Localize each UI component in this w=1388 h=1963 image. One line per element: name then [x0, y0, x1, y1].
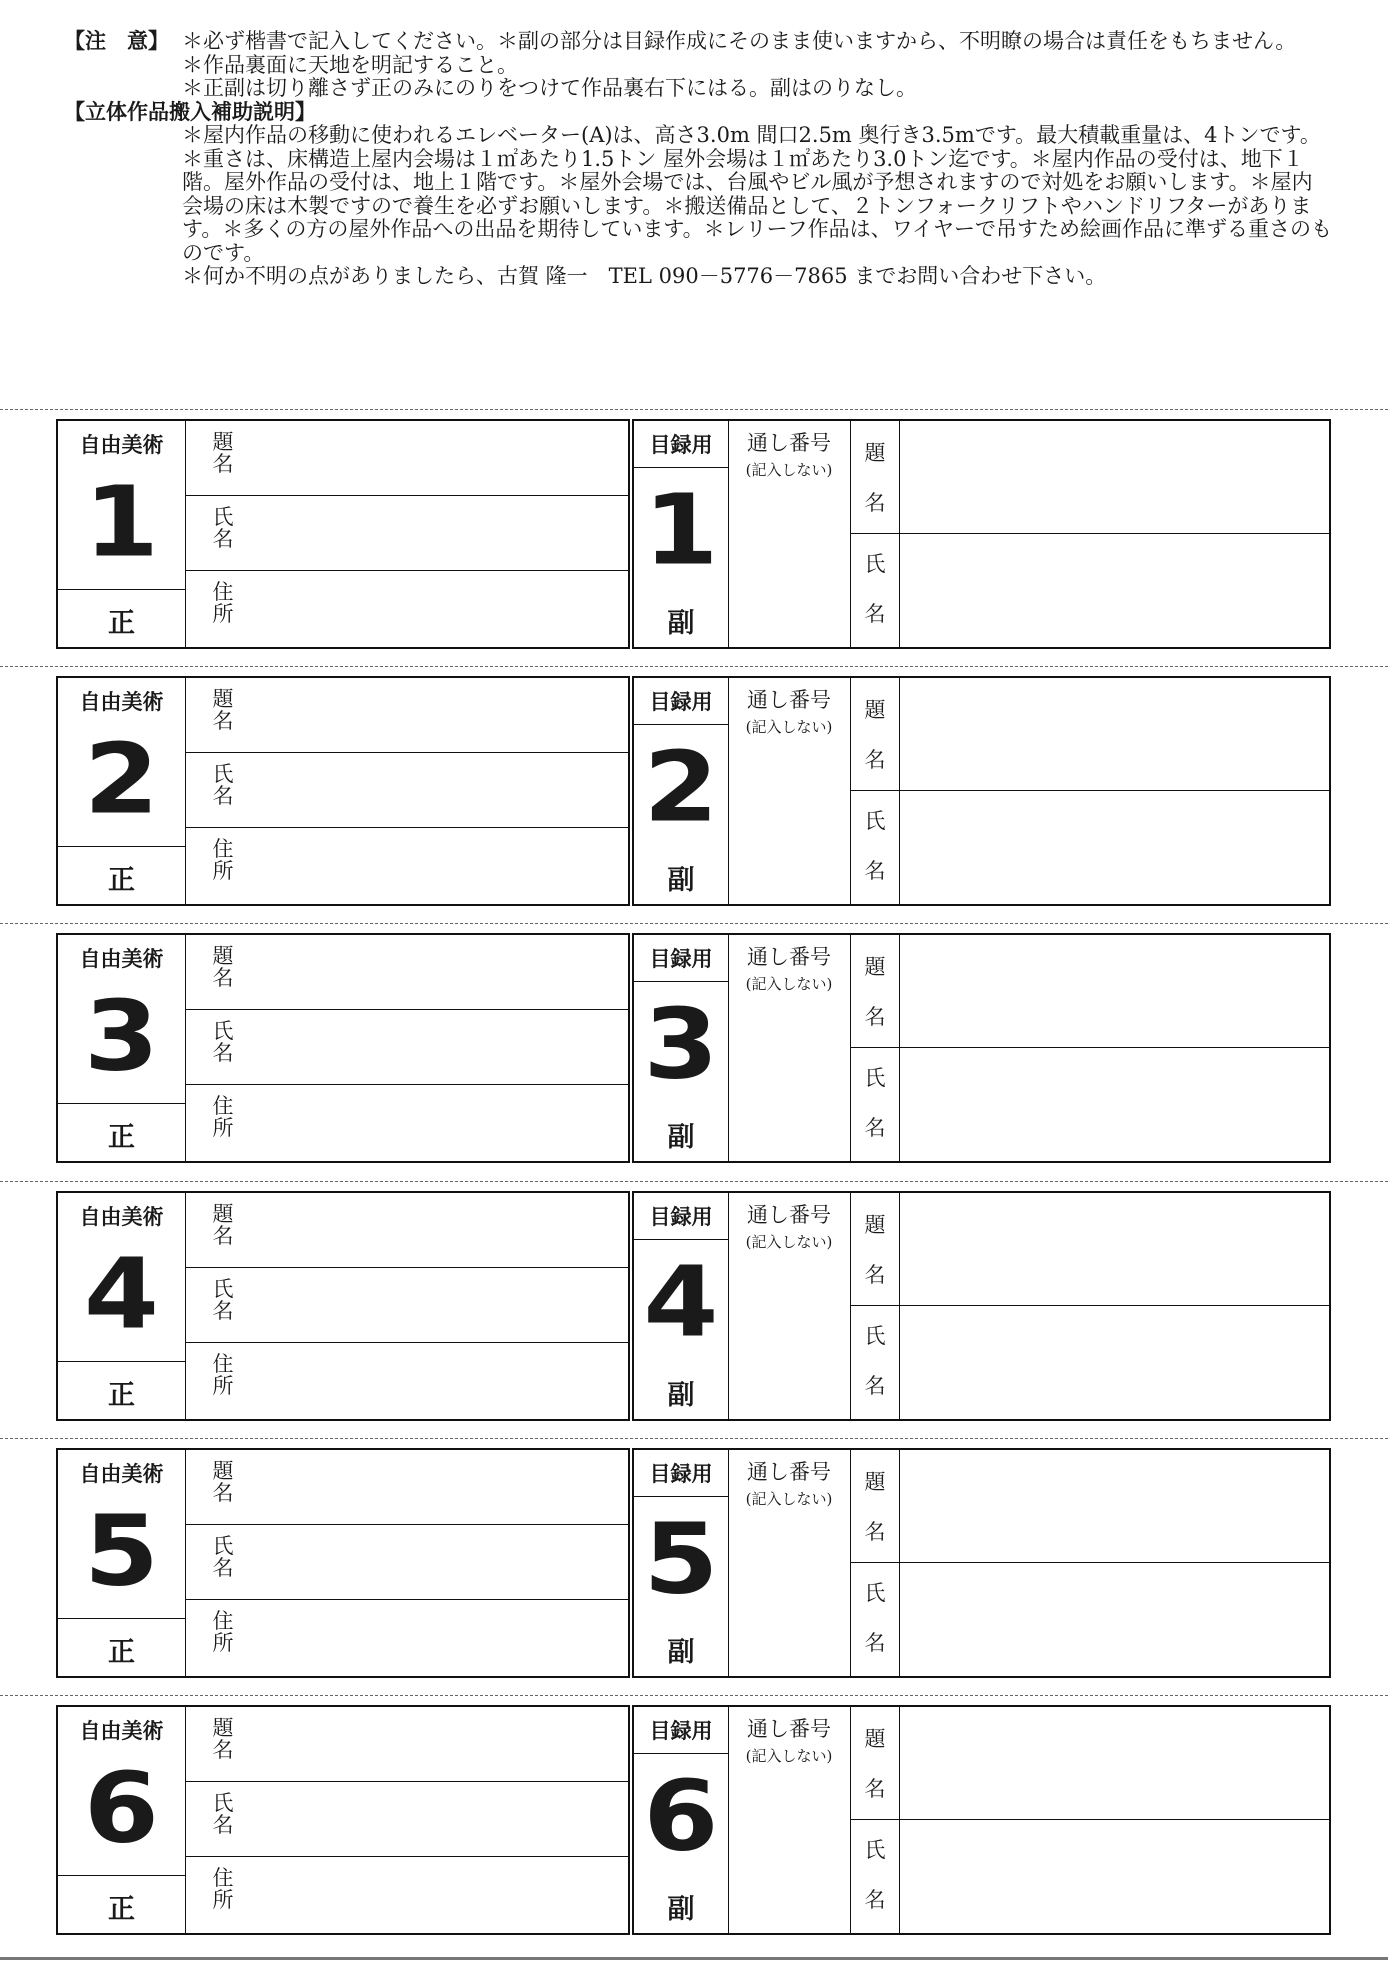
card-number: 6: [83, 1752, 160, 1865]
serial-number-label: 通し番号: [747, 1460, 831, 1484]
serial-number-note: (記入しない): [745, 975, 833, 993]
cut-line: [0, 923, 1388, 924]
entry-card: [56, 1191, 1331, 1421]
original-label: 正: [108, 865, 135, 896]
duplicate-number-column: [634, 1193, 729, 1419]
title-label: 題 名: [850, 1450, 900, 1563]
entry-card: [56, 1705, 1331, 1935]
name-label: 氏 名: [850, 1048, 900, 1161]
original-number-column: [58, 1707, 186, 1933]
title-field[interactable]: [185, 935, 628, 1010]
name-field[interactable]: [900, 791, 1329, 904]
name-label: 氏 名: [850, 1306, 900, 1419]
entry-card: [56, 419, 1331, 649]
divider: [634, 724, 728, 725]
original-number-column: [58, 935, 186, 1161]
serial-number-note: (記入しない): [745, 1747, 833, 1765]
title-field[interactable]: [185, 1450, 628, 1525]
entry-card: [56, 1448, 1331, 1678]
sculpture-line: ＊重さは、床構造上屋内会場は１㎡あたり1.5トン 屋外会場は１㎡あたり3.0トン迄です。＊屋内作品の受付は、地下１階。屋外作品の受付は、地上１階です。＊屋外会場では、台風やビル風が予想されますので対処をお願いします。＊屋内会場の床は木製ですので養生を必ずお願いします。＊搬送備品として、２トンフォークリフトやハンドリフターがあります。＊多くの方の屋外作品への出品を期待しています。＊レリーフ作品は、ワイヤーで吊すため絵画作品に準ずる重さのものです。: [182, 146, 1332, 265]
duplicate-label: 副: [667, 1380, 695, 1411]
duplicate-tag: [632, 1448, 1331, 1678]
card-number: 1: [643, 474, 719, 587]
original-label: 正: [108, 1894, 135, 1925]
card-number: 3: [83, 980, 160, 1093]
title-field[interactable]: [900, 678, 1329, 791]
title-label: 題 名: [212, 1716, 234, 1762]
name-field[interactable]: [185, 1525, 628, 1600]
title-label: 題 名: [212, 430, 234, 476]
name-field[interactable]: [185, 753, 628, 828]
card-number: 4: [643, 1246, 719, 1359]
original-number-column: [58, 1450, 186, 1676]
name-label: 氏 名: [850, 791, 900, 904]
name-label: 氏 名: [850, 534, 900, 647]
card-number: 3: [643, 988, 719, 1101]
card-number: 2: [83, 723, 160, 836]
card-number: 6: [643, 1760, 719, 1873]
caution-line: ＊正副は切り離さず正のみにのりをつけて作品裏右下にはる。副はのりなし。: [182, 76, 917, 100]
title-label: 題 名: [850, 421, 900, 534]
duplicate-tag: [632, 419, 1331, 649]
original-number-column: [58, 1193, 186, 1419]
original-tag: [56, 1191, 630, 1421]
divider: [634, 1239, 728, 1240]
title-field[interactable]: [900, 1707, 1329, 1820]
name-field[interactable]: [900, 1306, 1329, 1419]
address-label: 住 所: [212, 837, 234, 883]
original-number-column: [58, 421, 186, 647]
title-field[interactable]: [900, 1450, 1329, 1563]
bottom-rule: [0, 1957, 1388, 1960]
title-label: 題 名: [212, 1459, 234, 1505]
address-label: 住 所: [212, 580, 234, 626]
caution-label: 【注 意】: [64, 29, 169, 53]
title-label: 題 名: [850, 678, 900, 791]
title-field[interactable]: [185, 1707, 628, 1782]
divider: [634, 1753, 728, 1754]
original-tag: [56, 1448, 630, 1678]
card-number: 1: [83, 466, 160, 579]
divider: [634, 1496, 728, 1497]
entry-card: [56, 933, 1331, 1163]
name-label: 氏 名: [212, 1534, 234, 1580]
cut-line: [0, 1695, 1388, 1696]
original-label: 正: [108, 1122, 135, 1153]
caution-section: [64, 30, 1332, 54]
divider: [58, 1103, 185, 1104]
original-tag: [56, 676, 630, 906]
catalog-label: 目録用: [649, 690, 713, 714]
duplicate-number-column: [634, 1450, 729, 1676]
category-label: 自由美術: [79, 690, 164, 714]
address-field[interactable]: [185, 571, 628, 646]
divider: [58, 1618, 185, 1619]
sculpture-line: ＊屋内作品の移動に使われるエレベーター(A)は、高さ3.0m 間口2.5m 奥行き3.5mです。最大積載重量は、4トンです。: [182, 123, 1321, 147]
name-label: 氏 名: [212, 1791, 234, 1837]
address-label: 住 所: [212, 1352, 234, 1398]
original-number-column: [58, 678, 186, 904]
title-label: 題 名: [850, 1707, 900, 1820]
address-label: 住 所: [212, 1094, 234, 1140]
serial-number-label: 通し番号: [747, 688, 831, 712]
caution-line: ＊作品裏面に天地を明記すること。: [182, 52, 518, 77]
name-field[interactable]: [185, 496, 628, 571]
name-field[interactable]: [185, 1268, 628, 1343]
serial-number-label: 通し番号: [747, 1203, 831, 1227]
card-number: 2: [643, 731, 719, 844]
category-label: 自由美術: [79, 433, 164, 457]
divider: [634, 467, 728, 468]
card-number: 4: [83, 1238, 160, 1351]
name-field[interactable]: [900, 1048, 1329, 1161]
serial-number-box: [728, 1450, 851, 1676]
divider: [58, 589, 185, 590]
title-field[interactable]: [900, 935, 1329, 1048]
serial-number-box: [728, 1193, 851, 1419]
catalog-label: 目録用: [649, 1205, 713, 1229]
serial-number-note: (記入しない): [745, 1233, 833, 1251]
sculpture-label: 【立体作品搬入補助説明】: [64, 99, 316, 124]
duplicate-number-column: [634, 1707, 729, 1933]
duplicate-tag: [632, 676, 1331, 906]
divider: [634, 981, 728, 982]
instructions: [64, 30, 1332, 289]
serial-number-note: (記入しない): [745, 1490, 833, 1508]
catalog-label: 目録用: [649, 1462, 713, 1486]
name-label: 氏 名: [850, 1820, 900, 1933]
card-number: 5: [83, 1495, 160, 1608]
title-label: 題 名: [212, 944, 234, 990]
cut-line: [0, 1438, 1388, 1439]
address-field[interactable]: [185, 828, 628, 903]
cut-line: [0, 1181, 1388, 1182]
original-label: 正: [108, 608, 135, 639]
title-field[interactable]: [900, 1193, 1329, 1306]
divider: [58, 1875, 185, 1876]
serial-number-box: [728, 935, 851, 1161]
duplicate-number-column: [634, 935, 729, 1161]
original-tag: [56, 419, 630, 649]
serial-number-label: 通し番号: [747, 945, 831, 969]
name-field[interactable]: [900, 1820, 1329, 1933]
serial-number-label: 通し番号: [747, 1717, 831, 1741]
serial-number-note: (記入しない): [745, 461, 833, 479]
address-field[interactable]: [185, 1343, 628, 1418]
duplicate-label: 副: [667, 608, 695, 639]
address-field[interactable]: [185, 1857, 628, 1932]
duplicate-tag: [632, 1705, 1331, 1935]
original-label: 正: [108, 1380, 135, 1411]
address-field[interactable]: [185, 1600, 628, 1675]
catalog-label: 目録用: [649, 947, 713, 971]
title-field[interactable]: [185, 678, 628, 753]
sculpture-line: ＊何か不明の点がありましたら、古賀 隆一 TEL 090－5776－7865 までお問い合わせ下さい。: [182, 264, 1107, 288]
category-label: 自由美術: [79, 1462, 164, 1486]
title-label: 題 名: [850, 1193, 900, 1306]
original-label: 正: [108, 1637, 135, 1668]
serial-number-label: 通し番号: [747, 431, 831, 455]
catalog-label: 目録用: [649, 433, 713, 457]
cut-line: [0, 409, 1388, 410]
name-label: 氏 名: [212, 1277, 234, 1323]
title-label: 題 名: [850, 935, 900, 1048]
sculpture-section: [64, 124, 1332, 289]
duplicate-label: 副: [667, 1637, 695, 1668]
duplicate-number-column: [634, 678, 729, 904]
duplicate-tag: [632, 1191, 1331, 1421]
cut-line: [0, 666, 1388, 667]
card-number: 5: [643, 1503, 719, 1616]
title-label: 題 名: [212, 1202, 234, 1248]
serial-number-box: [728, 1707, 851, 1933]
name-label: 氏 名: [212, 1019, 234, 1065]
catalog-label: 目録用: [649, 1719, 713, 1743]
category-label: 自由美術: [79, 1719, 164, 1743]
duplicate-tag: [632, 933, 1331, 1163]
entry-card: [56, 676, 1331, 906]
name-field[interactable]: [185, 1782, 628, 1857]
name-label: 氏 名: [212, 762, 234, 808]
duplicate-label: 副: [667, 865, 695, 896]
name-field[interactable]: [185, 1010, 628, 1085]
caution-line: ＊必ず楷書で記入してください。＊副の部分は目録作成にそのまま使いますから、不明瞭の場合は責任をもちません。: [182, 29, 1297, 53]
divider: [58, 1361, 185, 1362]
title-label: 題 名: [212, 687, 234, 733]
address-label: 住 所: [212, 1866, 234, 1912]
title-field[interactable]: [900, 421, 1329, 534]
divider: [58, 846, 185, 847]
duplicate-label: 副: [667, 1122, 695, 1153]
address-label: 住 所: [212, 1609, 234, 1655]
name-field[interactable]: [900, 1563, 1329, 1676]
title-field[interactable]: [185, 421, 628, 496]
address-field[interactable]: [185, 1085, 628, 1160]
original-tag: [56, 933, 630, 1163]
serial-number-box: [728, 678, 851, 904]
title-field[interactable]: [185, 1193, 628, 1268]
duplicate-label: 副: [667, 1894, 695, 1925]
name-label: 氏 名: [212, 505, 234, 551]
category-label: 自由美術: [79, 1205, 164, 1229]
category-label: 自由美術: [79, 947, 164, 971]
serial-number-note: (記入しない): [745, 718, 833, 736]
original-tag: [56, 1705, 630, 1935]
name-label: 氏 名: [850, 1563, 900, 1676]
name-field[interactable]: [900, 534, 1329, 647]
serial-number-box: [728, 421, 851, 647]
duplicate-number-column: [634, 421, 729, 647]
